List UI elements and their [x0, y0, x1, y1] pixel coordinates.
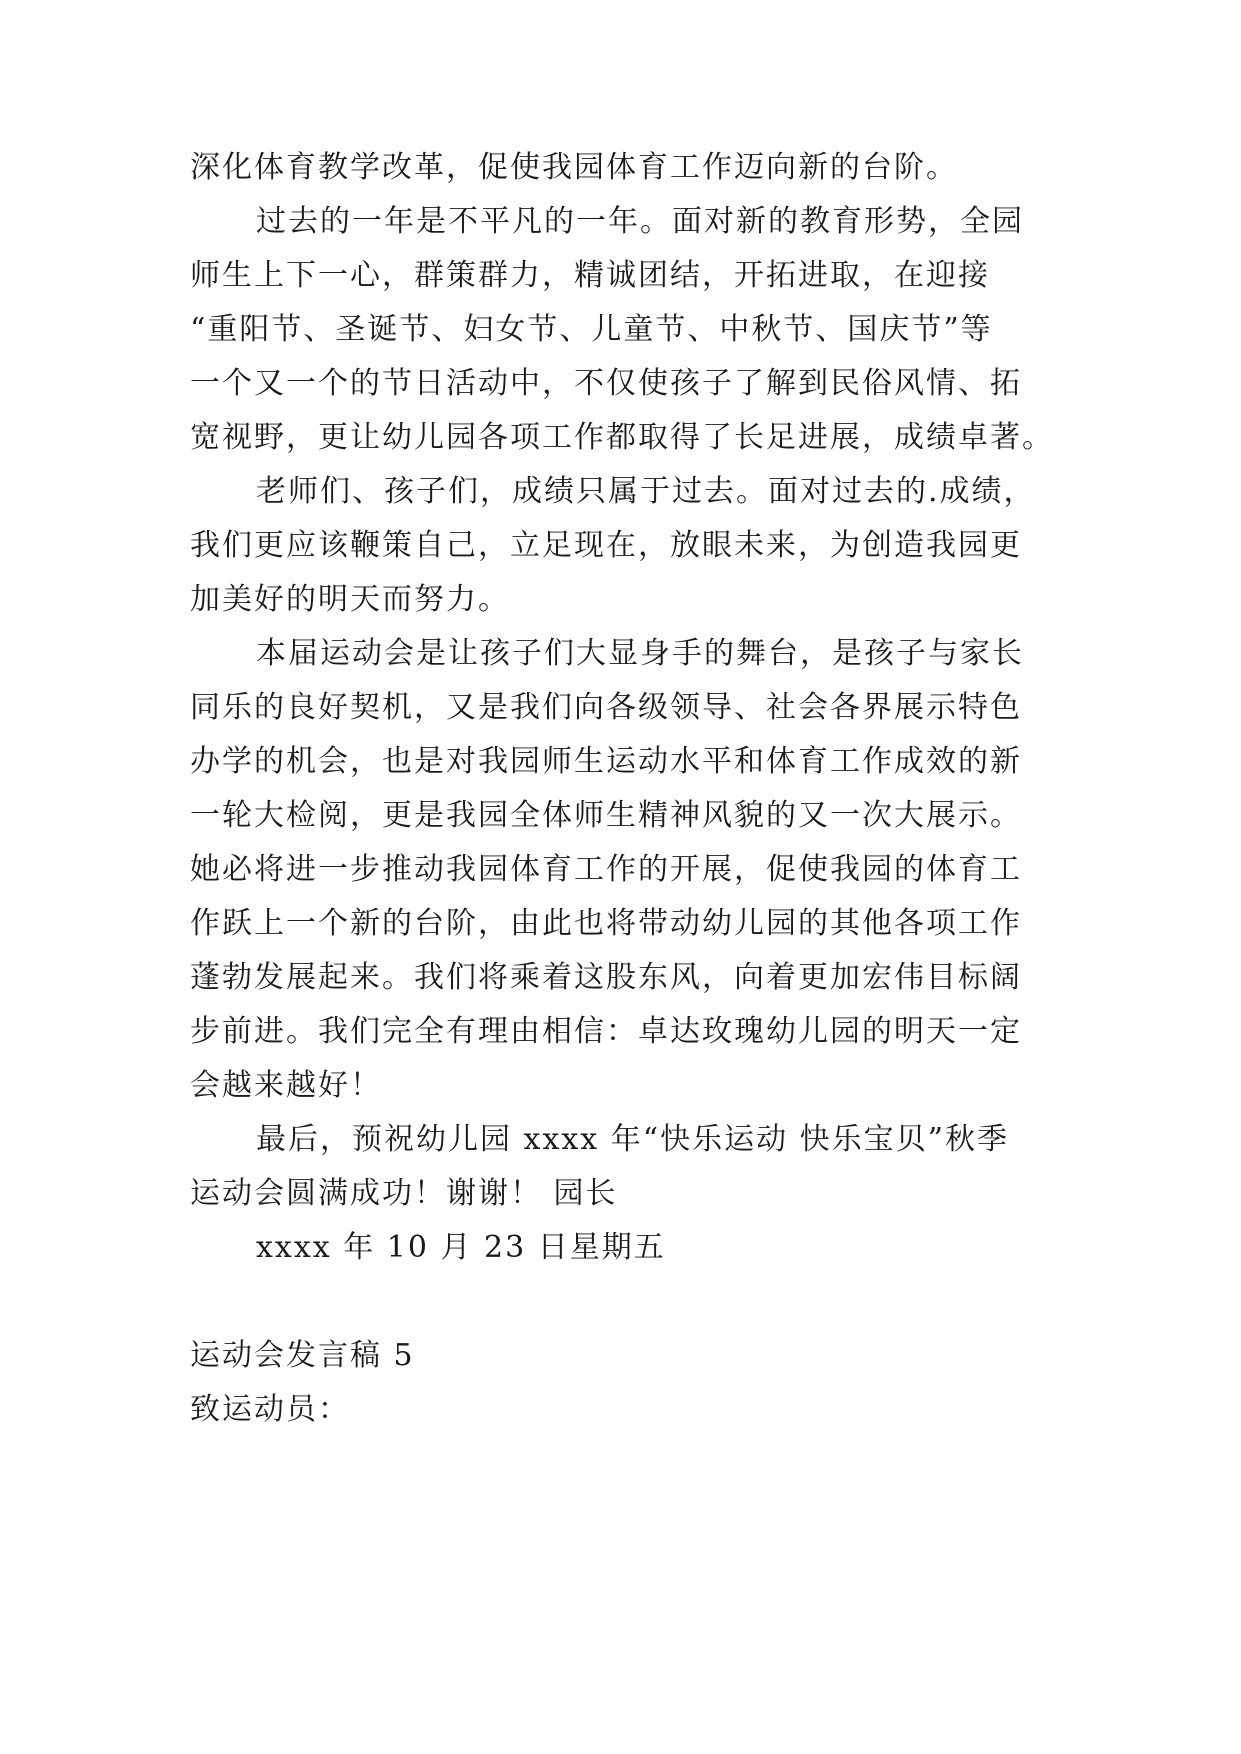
- text-line: 步前进。我们完全有理由相信：卓达玫瑰幼儿园的明天一定: [190, 1014, 1022, 1049]
- text-line: 蓬勃发展起来。我们将乘着这股东风，向着更加宏伟目标阔: [190, 960, 1022, 995]
- salutation: 致运动员：: [190, 1392, 350, 1427]
- date-line: xxxx 年 10 月 23 日星期五: [256, 1230, 666, 1265]
- text-line: 宽视野，更让幼儿园各项工作都取得了长足进展，成绩卓著。: [190, 420, 1054, 455]
- text-line: 办学的机会，也是对我园师生运动水平和体育工作成效的新: [190, 744, 1022, 779]
- text-line: 同乐的良好契机，又是我们向各级领导、社会各界展示特色: [190, 690, 1022, 725]
- text-line: 会越来越好！: [190, 1068, 382, 1103]
- text-line: 最后，预祝幼儿园 xxxx 年“快乐运动 快乐宝贝”秋季: [256, 1122, 1009, 1157]
- text-line: 运动会圆满成功！谢谢！ 园长: [190, 1176, 618, 1211]
- text-line: 老师们、孩子们，成绩只属于过去。面对过去的.成绩，: [256, 474, 1036, 509]
- text-line: 我们更应该鞭策自己，立足现在，放眼未来，为创造我园更: [190, 528, 1022, 563]
- text-line: 作跃上一个新的台阶，由此也将带动幼儿园的其他各项工作: [190, 906, 1022, 941]
- text-line: “重阳节、圣诞节、妇女节、儿童节、中秋节、国庆节”等: [190, 312, 993, 347]
- text-line: 她必将进一步推动我园体育工作的开展，促使我园的体育工: [190, 852, 1022, 887]
- text-line: 加美好的明天而努力。: [190, 582, 510, 617]
- text-line: 本届运动会是让孩子们大显身手的舞台，是孩子与家长: [256, 636, 1024, 671]
- section-heading: 运动会发言稿 5: [190, 1338, 415, 1373]
- text-line: 深化体育教学改革，促使我园体育工作迈向新的台阶。: [190, 150, 958, 185]
- text-line: 过去的一年是不平凡的一年。面对新的教育形势，全园: [256, 204, 1024, 239]
- text-line: 一轮大检阅，更是我园全体师生精神风貌的又一次大展示。: [190, 798, 1022, 833]
- text-line: 师生上下一心，群策群力，精诚团结，开拓进取，在迎接: [190, 258, 990, 293]
- text-line: 一个又一个的节日活动中，不仅使孩子了解到民俗风情、拓: [190, 366, 1022, 401]
